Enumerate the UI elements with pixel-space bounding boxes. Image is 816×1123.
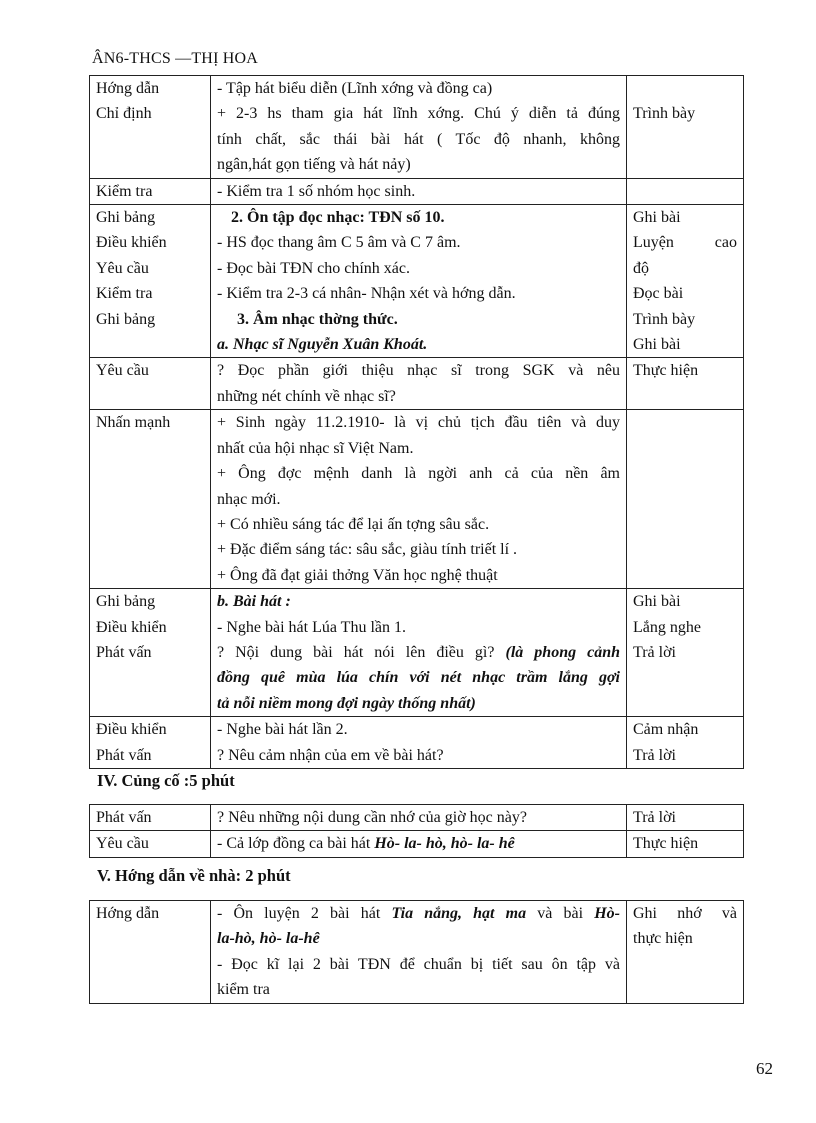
cell-text: - Ôn luyện 2 bài hát <box>217 905 392 922</box>
cell-text: - Tập hát biểu diễn (Lĩnh xớng và đồng ca) <box>217 80 493 97</box>
cell-text: Trả lời <box>633 746 676 764</box>
cell-text: Kiểm tra <box>96 182 153 200</box>
lesson-activity-table <box>89 75 744 769</box>
teacher-activity-cell <box>90 76 211 179</box>
cell-text: Ghi bảng <box>96 310 156 328</box>
answer-text: (là phong cảnh <box>505 643 621 661</box>
cell-text: Chỉ định <box>96 105 152 123</box>
cell-text: ? Nội dung bài hát nói lên điều gì? <box>217 643 495 661</box>
cell-text: những nét chính về nhạc sĩ? <box>217 387 396 405</box>
cell-text: Yêu cầu <box>96 362 149 380</box>
section-heading-4: IV. Củng cố :5 phút <box>97 771 235 790</box>
cell-text: ? Nêu những nội dung cần nhớ của giờ học này? <box>217 809 527 826</box>
table-row <box>90 589 744 717</box>
cell-text: Nhấn mạnh <box>96 414 171 432</box>
cell-text: tính chất, sắc thái bài hát ( Tốc độ nhanh, không <box>217 130 620 148</box>
table-row <box>90 410 744 589</box>
cell-text: - Đọc kĩ lại 2 bài TĐN để chuẩn bị tiết sau ôn tập và <box>217 955 620 973</box>
section-heading: 3. Âm nhạc thờng thức. <box>237 310 398 328</box>
cell-text: ? Nêu cảm nhận của em về bài hát? <box>217 746 444 764</box>
cell-text: - Cả lớp đồng ca bài hát <box>217 835 375 853</box>
cell-text: Yêu cầu <box>96 259 149 277</box>
table-row <box>90 831 744 857</box>
cell-text: nhạc mới. <box>217 490 281 508</box>
cell-text: Ghi bài <box>633 209 681 227</box>
cell-text: Cảm nhận <box>633 721 699 739</box>
cell-text: độ <box>633 259 649 277</box>
table-row <box>90 178 744 204</box>
cell-text: Điều khiển <box>96 234 167 252</box>
song-title: Hò- la- hò, hò- la- hê <box>374 835 515 853</box>
cell-text: Phát vấn <box>96 746 152 764</box>
content-cell <box>211 76 627 179</box>
cell-text: Đọc bài <box>633 285 684 303</box>
cell-text: Luyện cao <box>633 234 737 252</box>
cell-text: + Sinh ngày 11.2.1910- là vị chủ tịch đầu tiên và duy <box>217 414 620 432</box>
cell-text: thực hiện <box>633 930 693 948</box>
page-header: ÂN6-THCS —THỊ HOA <box>92 50 259 67</box>
cell-text: - Đọc bài TĐN cho chính xác. <box>217 259 410 277</box>
cell-text: ? Đọc phần giới thiệu nhạc sĩ trong SGK và nêu <box>217 362 620 380</box>
cell-text: - Kiểm tra 2-3 cá nhân- Nhận xét và hớng dẫn. <box>217 285 516 303</box>
section-heading-5: V. Hớng dẫn về nhà: 2 phút <box>97 866 291 885</box>
cell-text: Hớng dẫn <box>96 905 160 922</box>
cell-text: Trình bày <box>633 105 696 123</box>
answer-text: tả nỗi niềm mong đợi ngày thống nhất) <box>217 694 476 712</box>
cell-text: Hớng dẫn <box>96 80 160 97</box>
song-title: Hò- <box>594 905 620 922</box>
homework-table <box>89 900 744 1004</box>
cell-text: - Nghe bài hát lần 2. <box>217 721 348 739</box>
table-row <box>90 717 744 769</box>
cell-text: ngân,hát gọn tiếng và hát nảy) <box>217 156 411 174</box>
cell-text: + Ông đợc mệnh danh là ngời anh cả của nền âm <box>217 465 620 483</box>
cell-text: - Nghe bài hát Lúa Thu lần 1. <box>217 618 406 636</box>
cell-text: Ghi bảng <box>96 209 156 227</box>
cell-text: Phát vấn <box>96 643 152 661</box>
cell-text: Trình bày <box>633 310 696 328</box>
cell-text: + Ông đã đạt giải thởng Văn học nghệ thuật <box>217 566 498 584</box>
cell-text: Trả lời <box>633 643 676 661</box>
cell-text: Ghi bài <box>633 593 681 611</box>
cell-text: Điều khiển <box>96 618 167 636</box>
question-line <box>217 640 620 665</box>
cell-text: kiểm tra <box>217 981 270 999</box>
homework-line <box>217 901 620 926</box>
cell-text: Thực hiện <box>633 835 699 853</box>
student-activity-cell <box>627 76 744 179</box>
table-row <box>90 805 744 831</box>
cell-text: Yêu cầu <box>96 835 149 853</box>
cell-text: Điều khiển <box>96 721 167 739</box>
table-row <box>90 358 744 410</box>
subsection-heading: b. Bài hát : <box>217 593 291 611</box>
cell-text: Phát vấn <box>96 809 152 826</box>
section-heading: 2. Ôn tập đọc nhạc: TĐN số 10. <box>231 209 445 227</box>
subsection-heading: a. Nhạc sĩ Nguyễn Xuân Khoát. <box>217 336 428 354</box>
cell-text: Kiểm tra <box>96 285 153 303</box>
cell-text: Lắng nghe <box>633 618 701 636</box>
cell-text: nhất của hội nhạc sĩ Việt Nam. <box>217 439 414 457</box>
cell-text: Ghi bài <box>633 336 681 354</box>
table-row <box>90 205 744 358</box>
review-table <box>89 804 744 858</box>
cell-text: + Đặc điểm sáng tác: sâu sắc, giàu tính triết lí . <box>217 541 518 559</box>
song-title: Tia nắng, hạt ma <box>391 905 527 922</box>
cell-text: và bài <box>526 905 595 922</box>
table-row <box>90 76 744 179</box>
answer-text: đồng quê mùa lúa chín với nét nhạc trầm lắng gợi <box>217 669 620 687</box>
cell-text: + Có nhiều sáng tác để lại ấn tợng sâu sắc. <box>217 515 490 533</box>
cell-text: + 2-3 hs tham gia hát lĩnh xớng. Chú ý diễn tả đúng <box>217 105 620 123</box>
page-number: 62 <box>756 1059 773 1078</box>
cell-text: - Kiểm tra 1 số nhóm học sinh. <box>217 182 416 200</box>
song-title: la-hò, hò- la-hê <box>217 930 320 948</box>
cell-text: - HS đọc thang âm C 5 âm và C 7 âm. <box>217 234 461 252</box>
cell-text: Ghi nhớ và <box>633 905 737 922</box>
cell-text: Thực hiện <box>633 362 699 380</box>
cell-text: Trả lời <box>633 809 676 826</box>
cell-text <box>217 831 620 856</box>
table-row <box>90 901 744 1004</box>
cell-text: Ghi bảng <box>96 593 156 611</box>
